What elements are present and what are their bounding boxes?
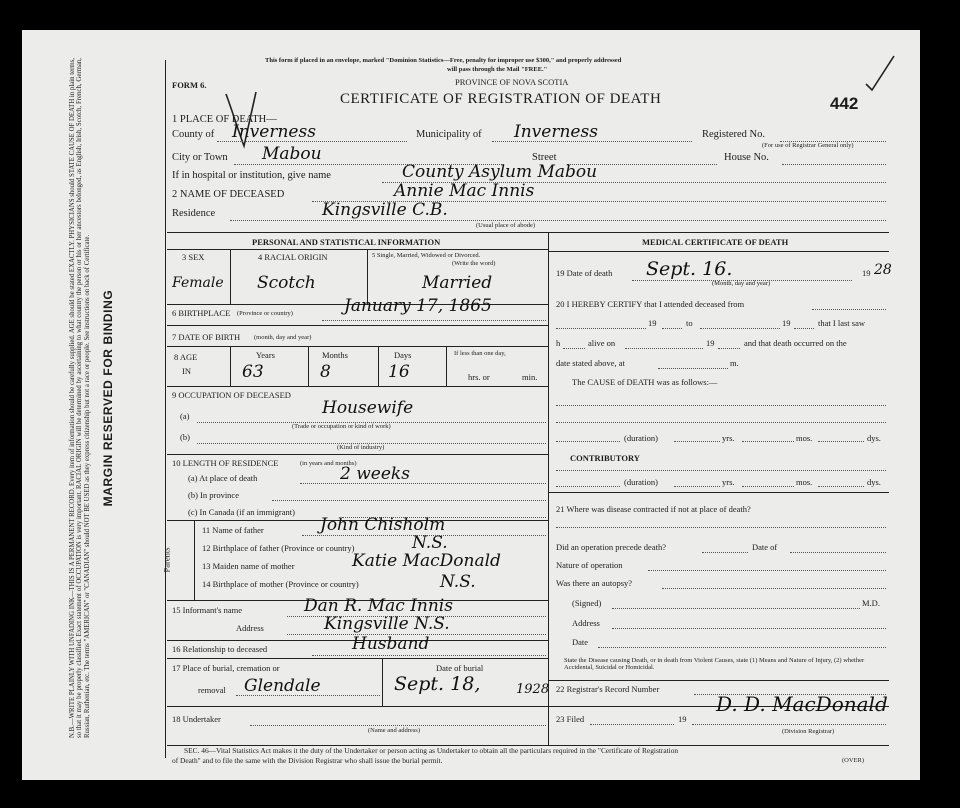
relationship-value: Husband (352, 634, 430, 654)
at-place-value: 2 weeks (340, 464, 410, 484)
medical-footnote: State the Disease causing Death, or in death from Violent Causes, state (1) Means and Nature of Injury, (2) whether Accidental, Suicidal or Homicidal. (564, 657, 865, 671)
division-registrar-note: (Division Registrar) (782, 728, 835, 735)
relationship-label: 16 Relationship to deceased (172, 644, 268, 654)
contrib-duration: (duration) (624, 477, 658, 487)
birthplace-value: January 17, 1865 (344, 296, 492, 316)
sex-label: 3 SEX (182, 252, 205, 262)
cause-duration: (duration) (624, 433, 658, 443)
contributory-label: CONTRIBUTORY (570, 453, 640, 463)
registrar-note: (For use of Registrar General only) (762, 142, 854, 149)
dob-label: 7 DATE OF BIRTH (172, 332, 241, 342)
sec46-note: SEC. 46—Vital Statistics Act makes it the duty of the Undertaker or person acting as Undertaker to obtain all the particulars required in the "Certificate of Registration (184, 746, 679, 755)
place-of-death-label: 1 PLACE OF DEATH— (172, 114, 277, 125)
burial-place-value: Glendale (244, 676, 321, 696)
marital-note: (Write the word) (452, 260, 496, 267)
last-saw-label: that I last saw (818, 318, 865, 328)
mother-name-label: 13 Maiden name of mother (202, 561, 295, 571)
years-value: 63 (242, 362, 264, 382)
mother-birthplace-label: 14 Birthplace of mother (Province or country) (202, 579, 359, 589)
division-registrar-signature: D. D. MacDonald (716, 692, 888, 716)
attend-yr2: 19 (782, 318, 791, 328)
death-date-note: (Month, day and year) (712, 280, 771, 287)
filed-label: 23 Filed (556, 714, 585, 724)
burial-removal-label: removal (198, 685, 226, 695)
dob-note: (month, day and year) (254, 334, 312, 341)
in-province-label: (b) In province (188, 490, 239, 500)
undertaker-note: (Name and address) (368, 727, 420, 734)
certificate-number: 442 (830, 94, 859, 113)
death-year-value: 28 (874, 262, 892, 278)
cause-label: The CAUSE of DEATH was as follows:— (572, 377, 718, 387)
months-value: 8 (320, 362, 331, 382)
medical-address-label: Address (572, 618, 600, 628)
form-number: FORM 6. (172, 80, 207, 90)
residence-label: Residence (172, 208, 216, 219)
medical-section-title: MEDICAL CERTIFICATE OF DEATH (642, 237, 789, 247)
undertaker-label: 18 Undertaker (172, 714, 221, 724)
father-name-label: 11 Name of father (202, 525, 264, 535)
occupation-value: Housewife (322, 398, 414, 418)
death-date-value: Sept. 16. (646, 258, 733, 280)
date-stated-label: date stated above, at (556, 358, 625, 368)
attend-to: to (686, 318, 693, 328)
city-value: Mabou (262, 144, 322, 164)
signed-label: (Signed) (572, 598, 602, 608)
autopsy-label: Was there an autopsy? (556, 578, 633, 588)
city-label: City or Town (172, 152, 228, 163)
informant-address-value: Kingsville N.S. (324, 614, 450, 634)
certificate-title: CERTIFICATE OF REGISTRATION OF DEATH (340, 91, 662, 107)
occupation-a: (a) (180, 411, 190, 421)
death-year-prefix: 19 (862, 268, 871, 278)
burial-year-value: 1928 (516, 682, 550, 697)
binding-instructions: N.B.—WRITE PLAINLY WITH UNFADING INK—THIS IS A PERMANENT RECORD. Every item of information should be carefully supplied. AGE should be stated EXACTLY. PHYSICIANS should STATE CAUSE OF DEATH in plain terms, so that it may be properly classified. Exact statement of OCCUPATION is very important. RACIAL ORIGIN will be determined by ascertaining to what country the person or his or her ancestors belonged, as English, Irish, Scotch, French, German, Russian, Ruthenian, etc. The terms "AMERICAN" or "CANADIAN" should NOT BE USED as they express citizenship but not a race or people. See instructions on back of Certificate. (68, 57, 91, 738)
marital-label: 5 Single, Married, Widowed or Divorced. (372, 252, 481, 259)
less-than-day-label: If less than one day, (454, 350, 506, 357)
mother-birthplace-value: N.S. (440, 572, 476, 592)
postal-notice-2: will pass through the Mail "FREE." (447, 66, 548, 73)
contrib-mos: mos. (796, 477, 813, 487)
operation-date-label: Date of (752, 542, 778, 552)
months-label: Months (322, 350, 348, 360)
contrib-dys: dys. (867, 477, 881, 487)
county-value: Inverness (232, 122, 316, 142)
death-occurred-label: and that death occurred on the (744, 338, 847, 348)
md-label: M.D. (862, 598, 880, 608)
cause-yrs: yrs. (722, 433, 735, 443)
industry-note: (Kind of industry) (337, 444, 385, 451)
mother-name-value: Katie MacDonald (352, 551, 501, 571)
house-no-label: House No. (724, 152, 769, 163)
county-label: County of (172, 129, 215, 140)
informant-label: 15 Informant's name (172, 605, 242, 615)
burial-date-value: Sept. 18, (394, 673, 481, 695)
min-label: min. (522, 372, 538, 382)
deceased-name-label: 2 NAME OF DECEASED (172, 189, 285, 200)
personal-section-title: PERSONAL AND STATISTICAL INFORMATION (252, 237, 441, 247)
father-birthplace-label: 12 Birthplace of father (Province or country) (202, 543, 355, 553)
racial-origin-label: 4 RACIAL ORIGIN (258, 252, 328, 262)
alive-yr: 19 (706, 338, 715, 348)
registered-no-label: Registered No. (702, 129, 765, 140)
over-label: (OVER) (842, 757, 865, 764)
record-number-label: 22 Registrar's Record Number (556, 684, 660, 694)
cause-dys: dys. (867, 433, 881, 443)
age-in-label: IN (182, 366, 191, 376)
in-canada-label: (c) In Canada (if an immigrant) (188, 507, 295, 517)
residence-value: Kingsville C.B. (322, 200, 448, 220)
parents-label: Parents (161, 547, 172, 573)
time-m: m. (730, 358, 739, 368)
racial-origin-value: Scotch (257, 273, 316, 293)
death-date-label: 19 Date of death (556, 268, 613, 278)
occupation-b: (b) (180, 432, 190, 442)
contrib-yrs: yrs. (722, 477, 735, 487)
birthplace-note: (Province or country) (237, 310, 293, 317)
postal-notice: This form if placed in an envelope, marked "Dominion Statistics—Free, penalty for improper use $300," and properly addressed (265, 57, 622, 64)
burial-date-label: Date of burial (436, 663, 484, 673)
operation-label: Did an operation precede death? (556, 542, 666, 552)
municipality-label: Municipality of (416, 129, 482, 140)
deceased-name-value: Annie Mac Innis (394, 181, 535, 201)
age-label: 8 AGE (174, 352, 198, 362)
years-label: Years (256, 350, 275, 360)
hospital-label: If in hospital or institution, give name (172, 170, 331, 181)
province-label: PROVINCE OF NOVA SCOTIA (455, 77, 569, 87)
binding-margin-rule (165, 60, 166, 758)
municipality-value: Inverness (514, 122, 598, 142)
check-mark (860, 52, 900, 92)
informant-address-label: Address (236, 623, 264, 633)
filed-year: 19 (678, 714, 687, 724)
hrs-label: hrs. or (468, 372, 490, 382)
residence-note: (Usual place of abode) (476, 222, 536, 229)
length-label: 10 LENGTH OF RESIDENCE (172, 458, 279, 468)
occupation-label: 9 OCCUPATION OF DECEASED (172, 390, 291, 400)
certify-label: 20 I HEREBY CERTIFY that I attended deceased from (556, 299, 745, 309)
sex-value: Female (172, 275, 224, 291)
binding-margin-label: MARGIN RESERVED FOR BINDING (101, 289, 116, 507)
attend-yr1: 19 (648, 318, 657, 328)
nature-operation-label: Nature of operation (556, 560, 623, 570)
father-birthplace-value: N.S. (412, 533, 448, 553)
cause-mos: mos. (796, 433, 813, 443)
at-place-label: (a) At place of death (188, 473, 258, 483)
hospital-value: County Asylum Mabou (402, 162, 598, 182)
length-note: (in years and months) (300, 460, 357, 467)
days-value: 16 (388, 362, 410, 382)
father-name-value: John Chisholm (320, 515, 446, 535)
occupation-note: (Trade or occupation or kind of work) (292, 423, 391, 430)
informant-value: Dan R. Mac Innis (304, 596, 453, 616)
alive-on-label: alive on (588, 338, 616, 348)
marital-value: Married (422, 273, 493, 293)
binding-margin (22, 58, 162, 738)
contracted-label: 21 Where was disease contracted if not at place of death? (556, 504, 751, 514)
medical-date-label: Date (572, 637, 589, 647)
burial-place-label: 17 Place of burial, cremation or (172, 663, 280, 673)
birthplace-label: 6 BIRTHPLACE (172, 308, 231, 318)
sec46-note-2: of Death" and to file the same with the Division Registrar who shall issue the burial permit. (172, 756, 443, 765)
street-label: Street (532, 152, 557, 163)
alive-h: h (556, 338, 561, 348)
days-label: Days (394, 350, 412, 360)
